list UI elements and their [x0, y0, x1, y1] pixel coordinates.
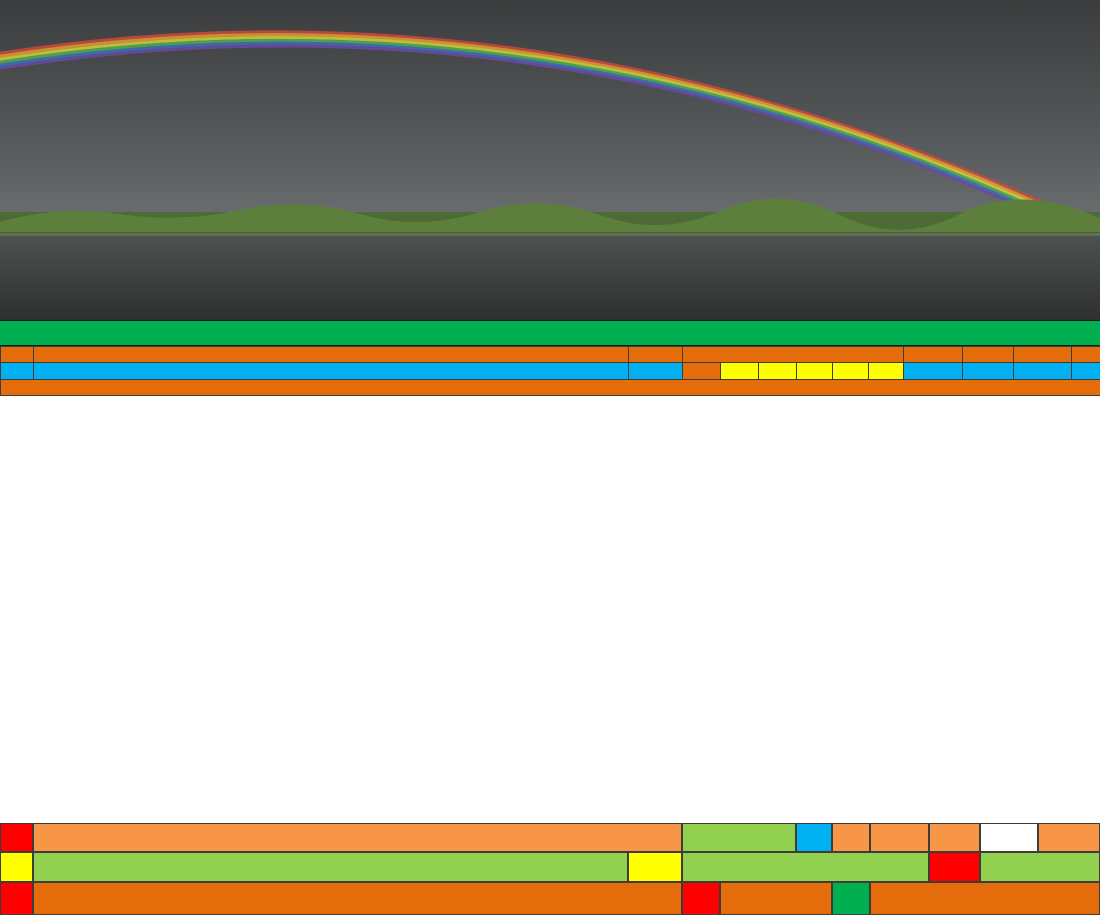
cmmc-label [682, 823, 796, 852]
results-table [0, 346, 1100, 396]
warning-row [0, 852, 1100, 882]
unit-general [1072, 363, 1100, 379]
col-header-nr-buc [963, 347, 1014, 363]
order-note [34, 363, 629, 379]
notification-row [0, 823, 1100, 852]
change-row [0, 882, 1100, 915]
header-photo [0, 0, 1100, 320]
page-title [0, 320, 1100, 346]
turn-header [833, 363, 869, 379]
section-separator [1, 379, 1100, 395]
total-buc [929, 823, 980, 852]
col-header-loc [1072, 347, 1100, 363]
total-media [980, 823, 1038, 852]
col-header-captures [683, 347, 904, 363]
turn-header [721, 363, 759, 379]
col-header-total [904, 347, 963, 363]
turn-header [759, 363, 797, 379]
total-kg [870, 823, 929, 852]
av2-label [628, 852, 682, 882]
turn-header [797, 363, 833, 379]
unit-kg [904, 363, 963, 379]
col-header-nr [1, 347, 34, 363]
col-header-stand [629, 347, 683, 363]
unit-kgbuc [1014, 363, 1072, 379]
col-header-media [1014, 347, 1072, 363]
unit-buc [963, 363, 1014, 379]
av1-label [0, 852, 33, 882]
total-label [832, 823, 870, 852]
col-header-echipa [34, 347, 629, 363]
e-label [929, 852, 980, 882]
turn-header [869, 363, 904, 379]
